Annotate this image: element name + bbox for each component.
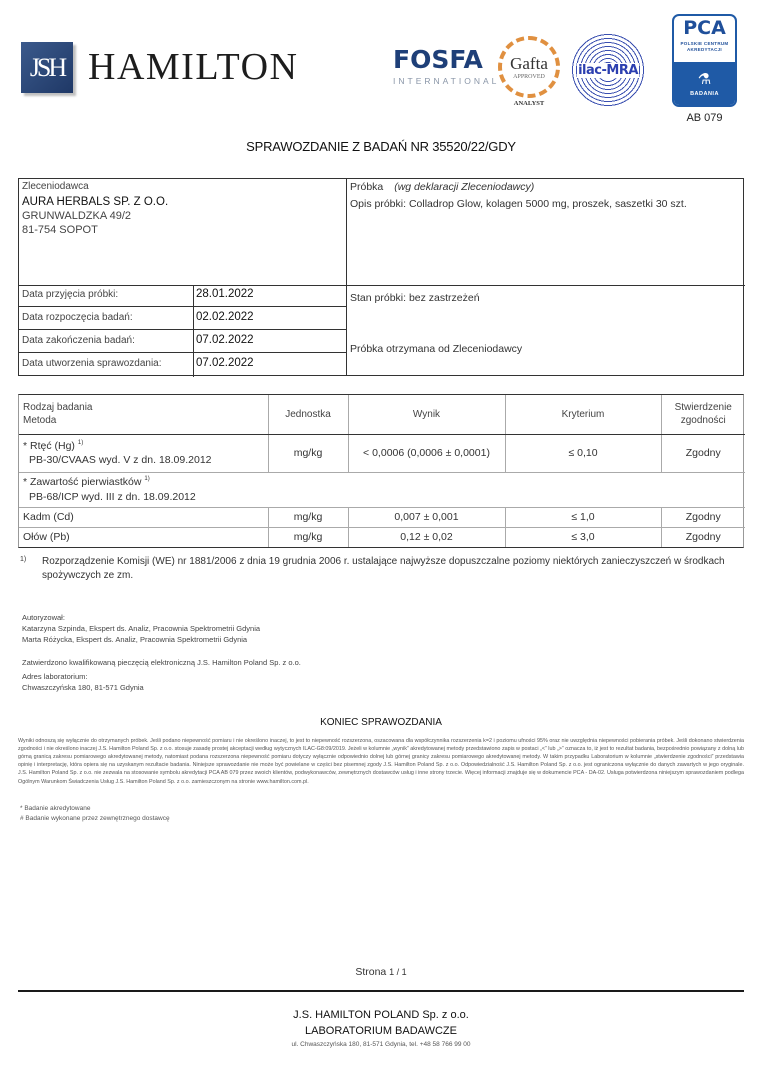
- test-name: * Rtęć (Hg): [23, 439, 75, 452]
- sample-condition: Stan próbki: bez zastrzeżeń: [350, 292, 480, 304]
- sample-label: Próbka: [350, 181, 384, 193]
- conformity-cell: Zgodny: [661, 507, 745, 527]
- pca-line1: POLSKIE CENTRUM: [680, 41, 729, 46]
- table-divider: [346, 179, 347, 375]
- pca-label: BADANIA: [690, 91, 719, 97]
- gafta-logo-sub: APPROVED: [513, 73, 545, 80]
- date-row-received: [19, 285, 346, 307]
- date-value: 28.01.2022: [196, 288, 254, 300]
- electronic-seal-note: Zatwierdzono kwalifikowaną pieczęcią elektroniczną J.S. Hamilton Poland Sp. z o.o.: [22, 658, 301, 667]
- lab-address: Chwaszczyńska 180, 81-571 Gdynia: [22, 682, 144, 692]
- authorizer: Katarzyna Szpinda, Ekspert ds. Analiz, Pracownia Spektrometrii Gdynia: [22, 623, 261, 633]
- date-value: 07.02.2022: [196, 334, 254, 346]
- jsh-logo-mark: [21, 42, 73, 93]
- header-criterion: Kryterium: [505, 395, 661, 434]
- logo-wordmark: HAMILTON: [88, 46, 299, 88]
- client-city: 81-754 SOPOT: [22, 224, 98, 236]
- date-label: Data utworzenia sprawozdania:: [22, 358, 162, 369]
- sample-description: Opis próbki: Colladrop Glow, kolagen 5000 mg, proszek, saszetki 30 szt.: [350, 198, 687, 210]
- page-number: [0, 966, 762, 978]
- lab-address-block: [22, 672, 144, 694]
- gafta-role: ANALYST: [513, 100, 545, 107]
- table-header-row: [19, 395, 745, 434]
- criterion-cell: ≤ 1,0: [505, 507, 661, 527]
- client-label: Zleceniodawca: [22, 181, 89, 192]
- footer-address: ul. Chwaszczyńska 180, 81-571 Gdynia, tel. +48 58 766 99 00: [291, 1041, 471, 1048]
- date-row-end: [19, 330, 346, 353]
- header-test-method: [19, 395, 268, 434]
- symbols-legend: [20, 804, 170, 824]
- date-label: Data zakończenia badań:: [22, 335, 135, 346]
- legend-accredited: * Badanie akredytowane: [20, 805, 91, 812]
- unit-cell: mg/kg: [268, 507, 348, 527]
- test-name: Ołów (Pb): [19, 527, 268, 547]
- footnote-mark: 1): [20, 556, 27, 563]
- footnote-ref: 1): [77, 439, 84, 446]
- header-conformity-line1: Stwierdzenie: [674, 401, 732, 413]
- header-conformity: [661, 395, 745, 434]
- disclaimer-text: Wyniki odnoszą się wyłącznie do otrzymanych próbek. Jeśli podano niepewność pomiaru i nie określono inaczej, to jest to niepewność rozszerzona, oszacowana dla współczynnika rozszerzenia k=2 i poziomu ufności 95% oraz nie uwzględnia niepewności pobierania próbek. Jeśli dokonano stwierdzenia zgodności i nie określono inaczej J.S. Hamilton Poland Sp. z o.o. stosuje zasadę prostej akceptacji według wytycznych ILAC-G8:09/2019. Jeżeli w kolumnie „wynik” akredytowanej metody przedstawiono zapis w postaci „<” lub „>” oznacza to, iż jest to rezultat badania, bezpośrednio powiązany z dolną lub górną granicą zakresu pomiarowego akredytowanej metody, natomiast podana rozszerzona niepewność pomiaru dotyczy wyłącznie odpowiednio dolnej lub górnej granicy zakresu pomiarowego akredytowanej metody. W takim przypadku Laboratorium w kolumnie „stwierdzenie zgodności” przedstawia opinię i interpretację, która opiera się na uzyskanym rezultacie badania. Niniejsze sprawozdanie nie może być powielane w części bez pisemnej zgody J.S. Hamilton Poland Sp. z o.o. Odpowiedzialność J.S. Hamilton Poland Sp. z o.o. jest ograniczona wyłącznie do danych zawartych w jego oryginale. J.S. Hamilton Poland Sp. z o.o. nie zezwala na stosowanie symbolu akredytacji PCA AB 079 przez swoich klientów, podwykonawców, zewnętrznych dostawców usług i inne strony trzecie. Więcej informacji znajduje się w dokumencie PCA - DA-02. Usługa potwierdzona niniejszym sprawozdaniem podlega Ogólnym Warunkom Świadczenia Usług J.S. Hamilton Poland Sp. z o.o. zamieszczonym na stronie www.hamilton.com.pl.: [18, 738, 744, 785]
- header-conformity-line2: zgodności: [680, 415, 726, 427]
- table-row: [19, 434, 745, 472]
- conformity-cell: Zgodny: [685, 531, 721, 544]
- header-unit: Jednostka: [268, 395, 348, 434]
- authorizer: Marta Różycka, Ekspert ds. Analiz, Pracownia Spektrometrii Gdynia: [22, 634, 248, 644]
- date-row-report: [19, 353, 346, 377]
- client-name: AURA HERBALS SP. Z O.O.: [22, 196, 169, 208]
- date-value: 07.02.2022: [196, 357, 254, 369]
- ilac-mra-logo: [570, 32, 646, 108]
- unit-cell: mg/kg: [268, 434, 348, 472]
- regulation-footnote: [20, 555, 745, 583]
- end-of-report-title: KONIEC SPRAWOZDANIA: [320, 717, 442, 728]
- results-table: [18, 394, 744, 548]
- fosfa-logo-main: FOSFA: [393, 45, 483, 74]
- header-test-type: Rodzaj badania: [23, 401, 93, 413]
- header-result: Wynik: [348, 395, 505, 434]
- conformity-cell: Zgodny: [661, 434, 745, 472]
- group-name: * Zawartość pierwiastków: [23, 476, 142, 489]
- authorized-label: Autoryzował:: [22, 613, 65, 622]
- page-count: 1 / 1: [389, 967, 407, 977]
- test-name: Kadm (Cd): [19, 507, 268, 527]
- date-label: Data rozpoczęcia badań:: [22, 312, 133, 323]
- gafta-logo-main: Gafta: [510, 53, 548, 73]
- fosfa-logo: [393, 45, 500, 86]
- result-cell: < 0,0006 (0,0006 ± 0,0001): [348, 434, 505, 472]
- sample-label-note: (wg deklaracji Zleceniodawcy): [394, 181, 535, 193]
- test-cell: [19, 434, 268, 472]
- gafta-logo: [498, 36, 560, 98]
- table-row: [19, 527, 745, 547]
- pca-accreditation-badge: [672, 14, 737, 107]
- criterion-cell: ≤ 0,10: [505, 434, 661, 472]
- pca-line2: AKREDYTACJI: [687, 46, 722, 52]
- group-method: PB-68/ICP wyd. III z dn. 18.09.2012: [29, 490, 196, 503]
- client-street: GRUNWALDZKA 49/2: [22, 210, 132, 222]
- test-method: PB-30/CVAAS wyd. V z dn. 18.09.2012: [29, 454, 212, 466]
- fosfa-logo-sub: INTERNATIONAL: [393, 76, 500, 86]
- footnote-text: Rozporządzenie Komisji (WE) nr 1881/2006 z dnia 19 grudnia 2006 r. ustalające najwyższe dopuszczalne poziomy niektórych zanieczyszczeń w środkach spożywczych ze zm.: [42, 556, 725, 581]
- sample-label-group: [350, 181, 534, 194]
- logo-monogram: JSH: [29, 52, 65, 82]
- header-method: Metoda: [23, 415, 57, 427]
- flask-icon: ⚗: [697, 71, 712, 88]
- table-row: [19, 507, 745, 527]
- criterion-cell: ≤ 3,0: [505, 527, 661, 547]
- date-row-start: [19, 307, 346, 330]
- footer-company: J.S. HAMILTON POLAND Sp. z o.o.: [293, 1009, 469, 1021]
- legend-external: # Badanie wykonane przez zewnętrznego dostawcę: [20, 814, 170, 822]
- table-group-row: [19, 472, 745, 507]
- unit-cell: mg/kg: [268, 527, 348, 547]
- footer-lab: LABORATORIUM BADAWCZE: [305, 1025, 457, 1037]
- authorization-block: [22, 613, 260, 646]
- ilac-logo-text: ilac-MRA: [578, 62, 638, 78]
- date-value: 02.02.2022: [196, 311, 254, 323]
- pca-letters: PCA: [683, 17, 726, 39]
- group-cell: [19, 472, 745, 507]
- sample-origin: Próbka otrzymana od Zleceniodawcy: [350, 343, 523, 355]
- lab-address-label: Adres laboratorium:: [22, 672, 88, 681]
- dates-grid: [19, 285, 346, 377]
- client-sample-table: [18, 178, 744, 376]
- result-cell: 0,12 ± 0,02: [348, 527, 505, 547]
- report-title: SPRAWOZDANIE Z BADAŃ NR 35520/22/GDY: [246, 139, 516, 154]
- accreditation-code: AB 079: [686, 112, 723, 124]
- date-label: Data przyjęcia próbki:: [22, 289, 119, 300]
- footnote-ref: 1): [144, 476, 150, 483]
- table-divider: [346, 285, 745, 286]
- result-cell: 0,007 ± 0,001: [348, 507, 505, 527]
- footer-rule: [18, 990, 744, 992]
- page-label: Strona: [355, 966, 387, 978]
